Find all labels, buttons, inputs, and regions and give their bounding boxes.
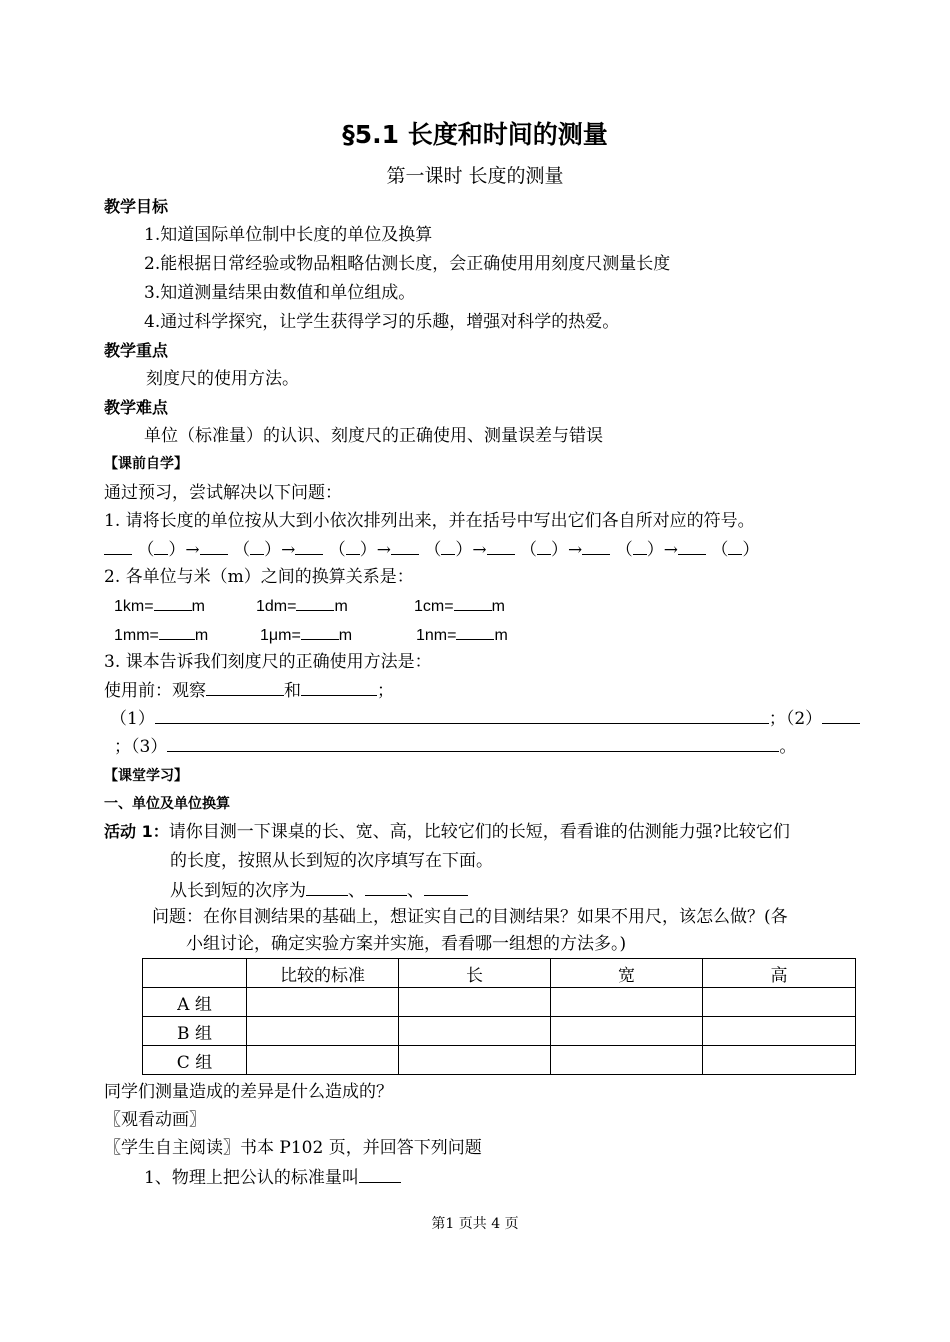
- question-1: 1. 请将长度的单位按从大到小依次排列出来，并在括号中写出它们各自所对应的符号。: [104, 511, 755, 531]
- answer-blank[interactable]: [301, 677, 377, 696]
- classroom-heading: 【课堂学习】: [104, 768, 188, 784]
- separator: 、: [348, 881, 365, 901]
- objective-item: 3.知道测量结果由数值和单位组成。: [144, 283, 416, 303]
- conversion-label: 1μm=: [260, 627, 301, 644]
- usage-line-1: [110, 705, 860, 732]
- bracket-close: ）: [359, 540, 377, 560]
- conversion-label: 1mm=: [114, 627, 159, 644]
- table-row: [143, 988, 856, 1017]
- answer-blank[interactable]: [454, 592, 492, 611]
- activity-1-label: 活动 1：: [104, 822, 169, 841]
- answer-blank[interactable]: [206, 677, 284, 696]
- preview-heading: 【课前自学】: [104, 456, 188, 472]
- order-line: [170, 877, 468, 904]
- difficulty-heading: 教学难点: [104, 398, 169, 417]
- usage-line-2: [114, 733, 796, 760]
- difficulty-text: 单位（标准量）的认识、刻度尺的正确使用、测量误差与错误: [144, 426, 603, 446]
- table-cell[interactable]: [551, 1017, 703, 1046]
- table-cell[interactable]: [703, 1046, 856, 1075]
- reading-question-text: 1、物理上把公认的标准量叫: [144, 1168, 359, 1188]
- conversion-km: [114, 592, 205, 620]
- conversion-nm: [416, 621, 508, 649]
- activity-1-line-2: 的长度，按照从长到短的次序填写在下面。: [170, 851, 493, 871]
- group-label: B 组: [143, 1017, 247, 1046]
- bracket-close: ）: [551, 540, 569, 560]
- preview-intro: 通过预习，尝试解决以下问题：: [104, 483, 342, 503]
- conversion-cm: [414, 592, 505, 620]
- before-use-line: [104, 677, 394, 704]
- separator: 、: [407, 881, 424, 901]
- table-cell[interactable]: [247, 1017, 399, 1046]
- and-label: 和: [284, 681, 301, 701]
- arrow: →: [568, 540, 583, 560]
- section-1-heading: 一、单位及单位换算: [104, 796, 230, 812]
- table-cell[interactable]: [399, 1017, 551, 1046]
- answer-blank[interactable]: [487, 536, 515, 555]
- answer-blank[interactable]: [424, 877, 468, 896]
- bracket-close: ）: [455, 540, 473, 560]
- conversion-dm: [256, 592, 348, 620]
- order-label: 从长到短的次序为: [170, 881, 306, 901]
- answer-blank[interactable]: [365, 877, 407, 896]
- answer-blank[interactable]: [295, 536, 323, 555]
- conversion-unit: m: [491, 598, 505, 615]
- objective-item: 1.知道国际单位制中长度的单位及换算: [144, 225, 433, 245]
- answer-blank[interactable]: [296, 592, 334, 611]
- objectives-heading: 教学目标: [104, 197, 169, 216]
- conversion-um: [260, 621, 352, 649]
- symbol-blank[interactable]: [250, 536, 264, 555]
- before-use-label: 使用前：观察: [104, 681, 206, 701]
- key-point-text: 刻度尺的使用方法。: [146, 369, 299, 389]
- answer-blank[interactable]: [167, 733, 779, 752]
- symbol-blank[interactable]: [728, 536, 742, 555]
- bracket-open: （: [233, 540, 251, 560]
- page-footer: 第1 页共 4 页: [431, 1216, 519, 1232]
- conversion-mm: [114, 621, 208, 649]
- conversion-label: 1cm=: [414, 598, 454, 615]
- answer-blank[interactable]: [582, 536, 610, 555]
- table-header-cell: 宽: [551, 959, 703, 988]
- table-header-cell: 比较的标准: [247, 959, 399, 988]
- bracket-open: （: [328, 540, 346, 560]
- conversion-unit: m: [494, 627, 508, 644]
- group-label: C 组: [143, 1046, 247, 1075]
- answer-blank[interactable]: [159, 621, 195, 640]
- answer-blank[interactable]: [822, 705, 860, 724]
- item-1-label: （1）: [110, 709, 155, 729]
- reading-instruction: 〖学生自主阅读〗书本 P102 页，并回答下列问题: [104, 1138, 482, 1158]
- table-cell[interactable]: [551, 1046, 703, 1075]
- group-measurement-table: [142, 958, 856, 1075]
- bracket-close: ）: [264, 540, 282, 560]
- table-header-cell: 长: [399, 959, 551, 988]
- item-3-label: ；（3）: [114, 737, 168, 757]
- bracket-open: （: [711, 540, 729, 560]
- semicolon: ；: [377, 681, 394, 701]
- table-cell[interactable]: [247, 1046, 399, 1075]
- conversion-unit: m: [194, 627, 209, 644]
- arrow: →: [663, 540, 678, 560]
- arrow: →: [281, 540, 296, 560]
- symbol-blank[interactable]: [633, 536, 647, 555]
- table-cell[interactable]: [399, 1046, 551, 1075]
- symbol-blank[interactable]: [441, 536, 455, 555]
- objective-item: 2.能根据日常经验或物品粗略估测长度，会正确使用用刻度尺测量长度: [144, 254, 671, 274]
- table-header-row: [143, 959, 856, 988]
- answer-blank[interactable]: [678, 536, 706, 555]
- conversion-unit: m: [334, 598, 348, 615]
- conversion-label: 1dm=: [256, 598, 297, 615]
- arrow: →: [376, 540, 391, 560]
- bracket-open: （: [615, 540, 633, 560]
- table-header-cell: 高: [703, 959, 856, 988]
- arrow: →: [472, 540, 487, 560]
- question-line-1: 问题：在你目测结果的基础上，想证实自己的目测结果？如果不用尺，该怎么做？(各: [152, 907, 788, 927]
- conversion-label: 1km=: [114, 598, 154, 615]
- table-header-cell: [143, 959, 247, 988]
- page-subtitle: 第一课时 长度的测量: [386, 165, 564, 187]
- answer-blank[interactable]: [154, 592, 192, 611]
- units-order-row: [104, 536, 759, 563]
- answer-blank[interactable]: [200, 536, 228, 555]
- bracket-close: ）: [168, 540, 186, 560]
- bracket-open: （: [520, 540, 538, 560]
- group-label: A 组: [143, 988, 247, 1017]
- answer-blank[interactable]: [391, 536, 419, 555]
- answer-blank[interactable]: [155, 705, 769, 724]
- symbol-blank[interactable]: [537, 536, 551, 555]
- table-cell[interactable]: [551, 988, 703, 1017]
- conversion-label: 1nm=: [416, 627, 457, 644]
- symbol-blank[interactable]: [154, 536, 168, 555]
- period: 。: [779, 737, 797, 757]
- objective-item: 4.通过科学探究，让学生获得学习的乐趣，增强对科学的热爱。: [144, 312, 620, 332]
- bracket-open: （: [137, 540, 155, 560]
- answer-blank[interactable]: [359, 1164, 401, 1183]
- activity-1-line-1: [104, 819, 790, 845]
- bracket-close: ）: [742, 540, 760, 560]
- table-row: [143, 1017, 856, 1046]
- bracket-open: （: [424, 540, 442, 560]
- key-point-heading: 教学重点: [104, 341, 169, 360]
- conversion-unit: m: [338, 627, 353, 644]
- watch-animation: 〖观看动画〗: [104, 1110, 206, 1130]
- table-cell[interactable]: [703, 988, 856, 1017]
- reading-question-1: [144, 1164, 401, 1191]
- page-title: §5.1 长度和时间的测量: [342, 120, 608, 149]
- answer-blank[interactable]: [306, 877, 348, 896]
- answer-blank[interactable]: [456, 621, 494, 640]
- table-cell[interactable]: [247, 988, 399, 1017]
- arrow: →: [185, 540, 200, 560]
- question-2: 2. 各单位与米（m）之间的换算关系是：: [104, 567, 414, 587]
- item-2-label: ；（2）: [768, 709, 823, 729]
- answer-blank[interactable]: [104, 536, 132, 555]
- table-row: [143, 1046, 856, 1075]
- conversion-unit: m: [191, 598, 205, 615]
- table-cell[interactable]: [399, 988, 551, 1017]
- answer-blank[interactable]: [301, 621, 339, 640]
- difference-question: 同学们测量造成的差异是什么造成的？: [104, 1082, 393, 1102]
- activity-1-text: 请你目测一下课桌的长、宽、高，比较它们的长短，看看谁的估测能力强?比较它们: [168, 822, 790, 842]
- question-3: 3. 课本告诉我们刻度尺的正确使用方法是：: [104, 652, 432, 672]
- table-cell[interactable]: [703, 1017, 856, 1046]
- symbol-blank[interactable]: [346, 536, 360, 555]
- bracket-close: ）: [646, 540, 664, 560]
- question-line-2: 小组讨论，确定实验方案并实施，看看哪一组想的方法多。): [186, 934, 627, 954]
